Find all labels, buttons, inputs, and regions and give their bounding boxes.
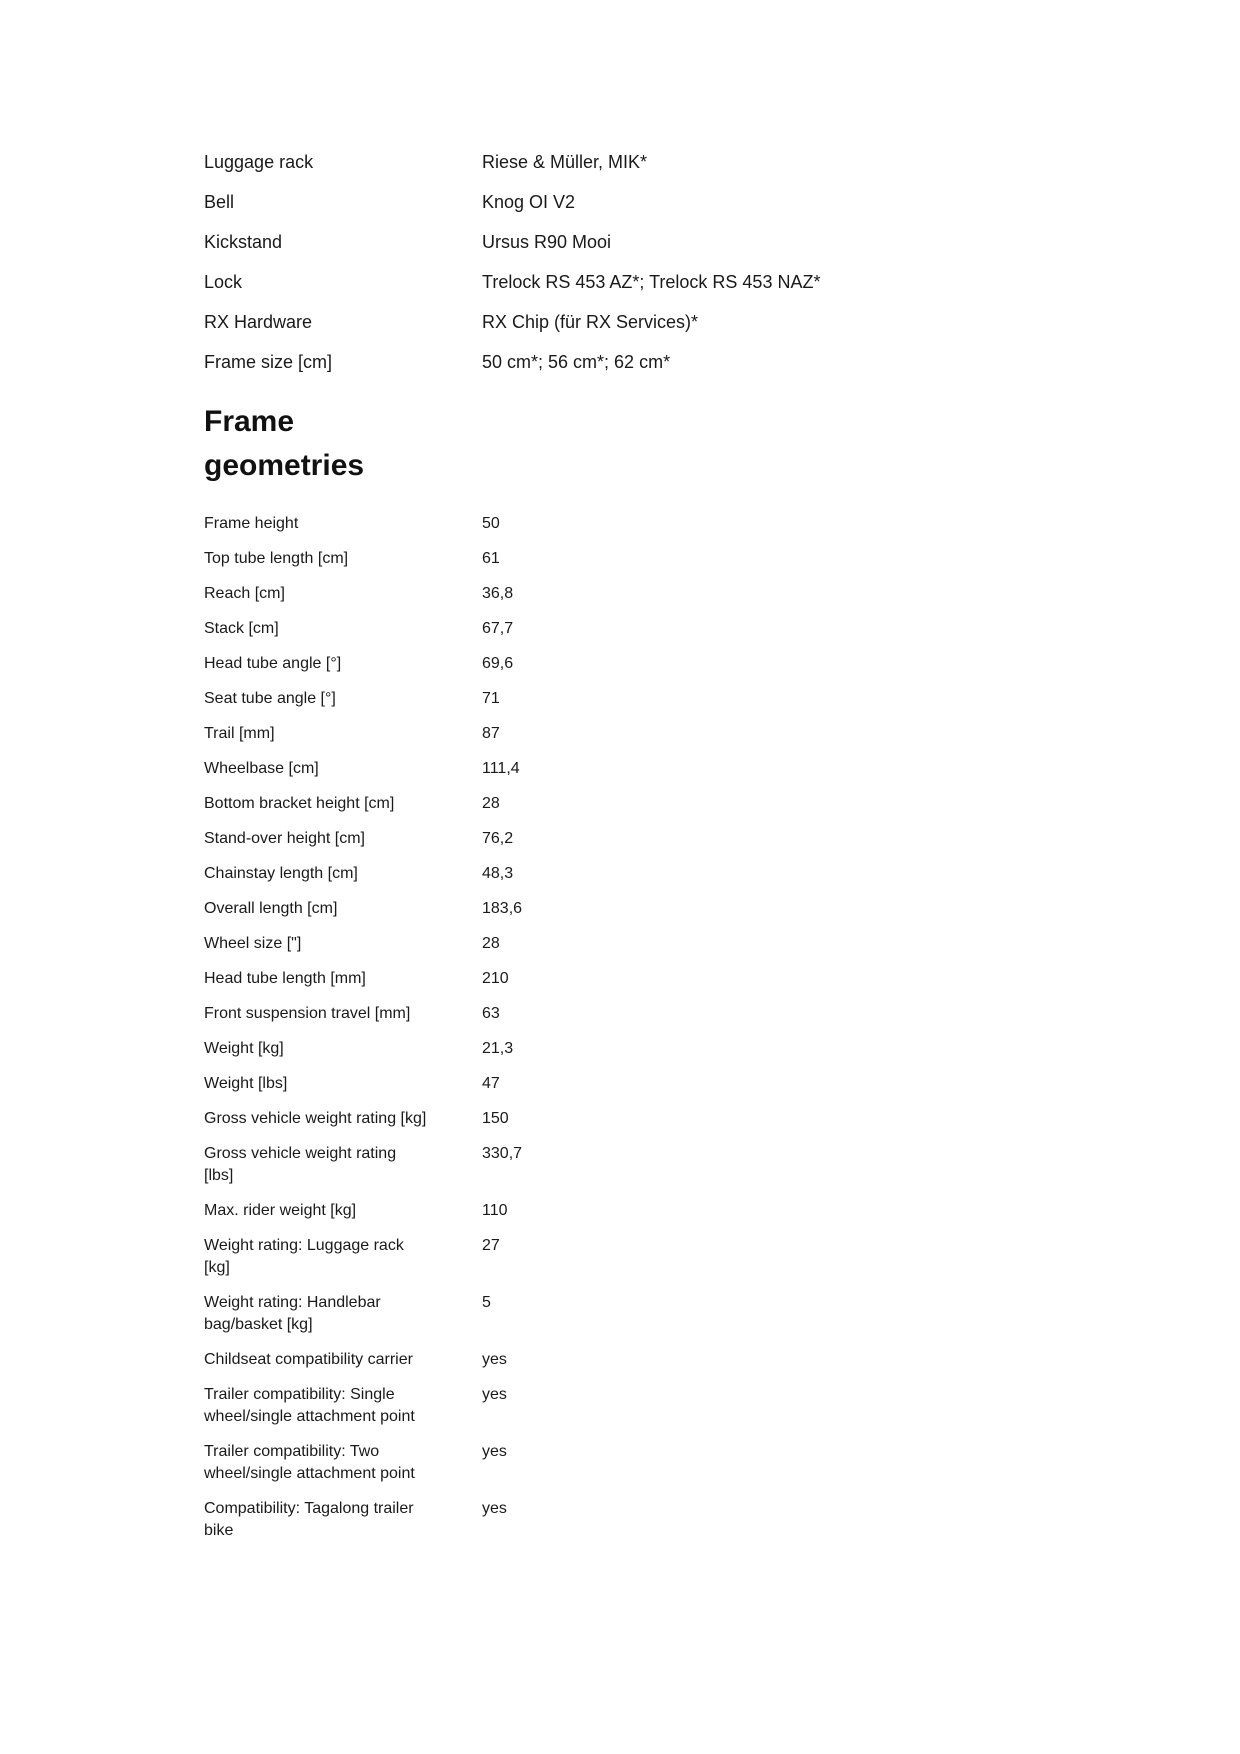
geometry-row [204,1342,1064,1377]
geometry-label: Chainstay length [cm] [204,864,358,882]
frame-geometries-table [204,506,1064,1548]
geometry-row [204,1434,1064,1491]
geometry-value: 5 [482,1293,491,1311]
spec-label: Frame size [cm] [204,352,333,372]
section-heading: Frame geometries [204,405,365,482]
spec-row [204,222,1064,262]
geometry-label: Seat tube angle [°] [204,689,336,707]
geometry-value: 48,3 [482,864,514,882]
geometry-label: Weight [kg] [204,1039,284,1057]
spec-row [204,342,1064,382]
geometry-row [204,1066,1064,1101]
geometry-value: 150 [482,1109,509,1127]
spec-label: Lock [204,272,243,292]
geometry-value: 27 [482,1236,500,1254]
geometry-value: 61 [482,549,500,567]
geometry-value: 50 [482,514,500,532]
geometry-label: Weight rating: Handlebar bag/basket [kg] [204,1293,381,1333]
geometry-label: Frame height [204,514,299,532]
geometry-value: 28 [482,934,500,952]
geometry-row [204,1228,1064,1285]
geometry-value: 28 [482,794,500,812]
geometry-label: Trailer compatibility: Single wheel/single attachment point [204,1385,415,1425]
geometry-value: 210 [482,969,509,987]
geometry-row [204,926,1064,961]
spec-row [204,262,1064,302]
geometry-label: Stack [cm] [204,619,279,637]
geometry-row [204,751,1064,786]
geometry-label: Bottom bracket height [cm] [204,794,395,812]
spec-label: Kickstand [204,232,283,252]
geometry-value: yes [482,1350,507,1368]
geometry-row [204,1101,1064,1136]
geometry-label: Stand-over height [cm] [204,829,365,847]
spec-value: Knog OI V2 [482,192,576,212]
geometry-row [204,1193,1064,1228]
geometry-label: Gross vehicle weight rating [lbs] [204,1144,397,1184]
spec-value: RX Chip (für RX Services)* [482,312,699,332]
geometry-row [204,1136,1064,1193]
geometry-value: 69,6 [482,654,514,672]
geometry-label: Overall length [cm] [204,899,338,917]
geometry-label: Weight [lbs] [204,1074,288,1092]
geometry-row [204,821,1064,856]
geometry-label: Max. rider weight [kg] [204,1201,357,1219]
geometry-label: Reach [cm] [204,584,285,602]
geometry-label: Trail [mm] [204,724,275,742]
geometry-value: 36,8 [482,584,514,602]
geometry-value: 111,4 [482,759,520,777]
geometry-label: Head tube length [mm] [204,969,366,987]
geometry-row [204,541,1064,576]
geometry-label: Gross vehicle weight rating [kg] [204,1109,427,1127]
component-spec-list [204,142,1064,382]
geometry-label: Trailer compatibility: Two wheel/single attachment point [204,1442,415,1482]
spec-label: Bell [204,192,235,212]
geometry-value: 47 [482,1074,500,1092]
geometry-value: 183,6 [482,899,523,917]
spec-label: RX Hardware [204,312,313,332]
spec-value: Riese & Müller, MIK* [482,152,648,172]
geometry-value: 67,7 [482,619,514,637]
geometry-value: yes [482,1499,507,1517]
geometry-row [204,506,1064,541]
spec-label: Luggage rack [204,152,314,172]
geometry-row [204,576,1064,611]
geometry-value: 76,2 [482,829,514,847]
geometry-label: Childseat compatibility carrier [204,1350,413,1368]
geometry-label: Compatibility: Tagalong trailer bike [204,1499,414,1539]
geometry-row [204,996,1064,1031]
page-content [204,142,1064,1548]
geometry-row [204,891,1064,926]
geometry-label: Weight rating: Luggage rack [kg] [204,1236,404,1276]
geometry-label: Head tube angle [°] [204,654,342,672]
geometry-label: Front suspension travel [mm] [204,1004,411,1022]
geometry-row [204,1031,1064,1066]
geometry-row [204,681,1064,716]
geometry-label: Wheelbase [cm] [204,759,319,777]
spec-value: 50 cm*; 56 cm*; 62 cm* [482,352,671,372]
spec-value: Trelock RS 453 AZ*; Trelock RS 453 NAZ* [482,272,821,292]
geometry-value: 63 [482,1004,500,1022]
geometry-row [204,1377,1064,1434]
geometry-row [204,611,1064,646]
geometry-label: Top tube length [cm] [204,549,349,567]
spec-value: Ursus R90 Mooi [482,232,612,252]
geometry-value: yes [482,1385,507,1403]
spec-row [204,302,1064,342]
spec-row [204,142,1064,182]
geometry-row [204,1285,1064,1342]
geometry-row [204,856,1064,891]
geometry-value: yes [482,1442,507,1460]
geometry-value: 110 [482,1201,508,1219]
geometry-row [204,961,1064,996]
spec-row [204,182,1064,222]
geometry-row [204,786,1064,821]
geometry-row [204,1491,1064,1548]
geometry-value: 87 [482,724,500,742]
geometry-label: Wheel size ["] [204,934,302,952]
geometry-row [204,646,1064,681]
geometry-row [204,716,1064,751]
geometry-value: 71 [482,689,500,707]
geometry-value: 21,3 [482,1039,514,1057]
geometry-value: 330,7 [482,1144,523,1162]
